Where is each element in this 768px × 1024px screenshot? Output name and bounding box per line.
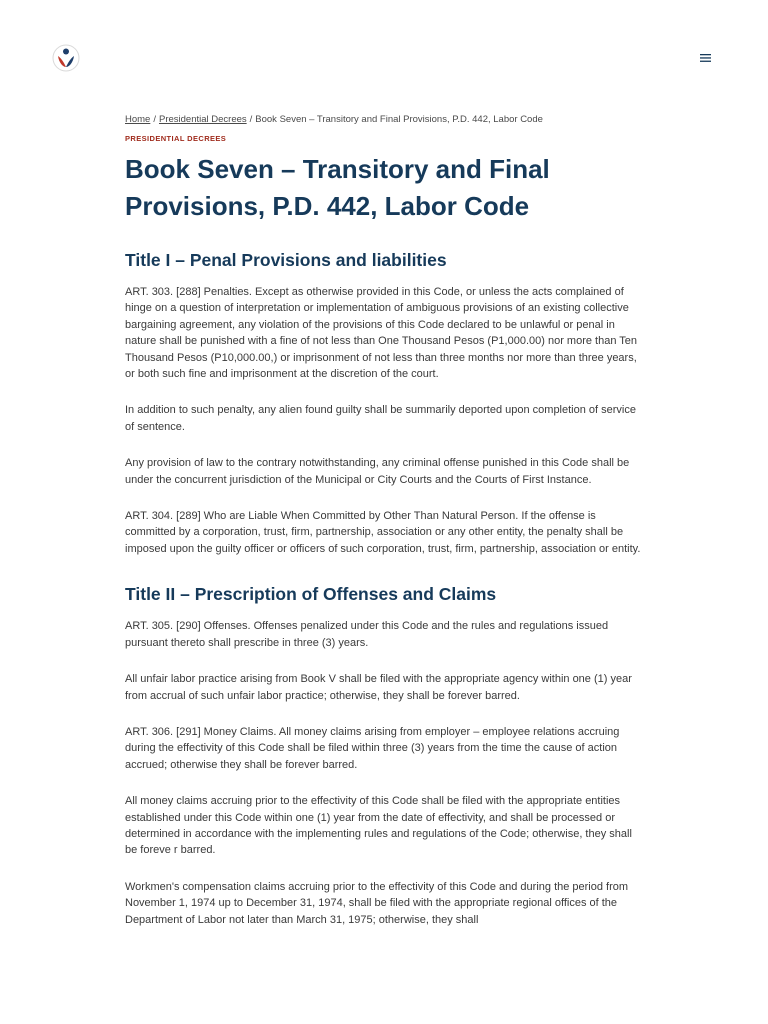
article-paragraph: Workmen's compensation claims accruing prior to the effectivity of this Code and during the period from November 1, 1974 up to December 31, 1974, shall be filed with the appropriate regional offices of the Department of Labor not later than March 31, 1975; otherwise, they shall [125,880,629,926]
breadcrumb [125,112,645,128]
site-header [0,0,768,110]
category-link[interactable]: PRESIDENTIAL DECREES [125,134,227,143]
breadcrumb-home-link[interactable]: Home [125,114,151,125]
article-paragraph: Any provision of law to the contrary notwithstanding, any criminal offense punished in this Code shall be under the concurrent jurisdiction of the Municipal or City Courts and the Courts of First Instance. [125,457,630,486]
breadcrumb-separator: / [249,114,253,125]
article-paragraph: ART. 304. [289] Who are Liable When Committed by Other Than Natural Person. If the offense is committed by a corporation, trust, firm, partnership, association or any other entity, the penalty shall be imposed upon the guilty officer or officers of such corporation, trust, firm, partnership, association or entity. [125,510,641,555]
article-paragraph: All money claims accruing prior to the effectivity of this Code shall be filed with the appropriate entities established under this Code within one (1) year from the date of effectivity, and shall be processed or determined in accordance with the implementing rules and regulations of the Code; otherwise, they shall be foreve r barred. [125,795,632,857]
article-paragraph: All unfair labor practice arising from Book V shall be filed with the appropriate agency within one (1) year from accrual of such unfair labor practice; otherwise, they shall be forever barred. [125,673,632,702]
page-title: Book Seven – Transitory and Final Provisions, P.D. 442, Labor Code [125,154,550,221]
site-logo-icon[interactable] [52,44,80,72]
article-paragraph: ART. 306. [291] Money Claims. All money claims arising from employer – employee relations accruing during the effectivity of this Code shall be filed within three (3) years from the time the cause of action accrued; otherwise they shall be forever barred. [125,725,620,771]
article-paragraph: ART. 305. [290] Offenses. Offenses penalized under this Code and the rules and regulations issued pursuant thereto shall prescribe in three (3) years. [125,620,609,649]
breadcrumb-section-link[interactable]: Presidential Decrees [158,114,247,125]
section-title: Title I – Penal Provisions and liabilities [125,250,447,270]
breadcrumb-separator: / [153,114,156,125]
article-paragraph: ART. 303. [288] Penalties. Except as otherwise provided in this Code, or unless the acts complained of hinge on a question of interpretation or implementation of ambiguous provisions of an existing collective bargaining agreement, any violation of the provisions of this Code declared to be unlawful or penal in nature shall be punished with a fine of not less than One Thousand Pesos (P1,000.00) nor more than Ten Thousand Pesos (P10,000.00,) or imprisonment of not less than three months nor more than three years, or both such fine and imprisonment at the discretion of the court. [125,286,638,381]
section-title: Title II – Prescription of Offenses and Claims [125,584,497,605]
article [125,112,645,928]
breadcrumb-current: Book Seven – Transitory and Final Provisions, P.D. 442, Labor Code [255,114,543,125]
article-paragraph: In addition to such penalty, any alien found guilty shall be summarily deported upon completion of service of sentence. [125,404,636,433]
hamburger-menu-icon[interactable] [698,50,714,66]
